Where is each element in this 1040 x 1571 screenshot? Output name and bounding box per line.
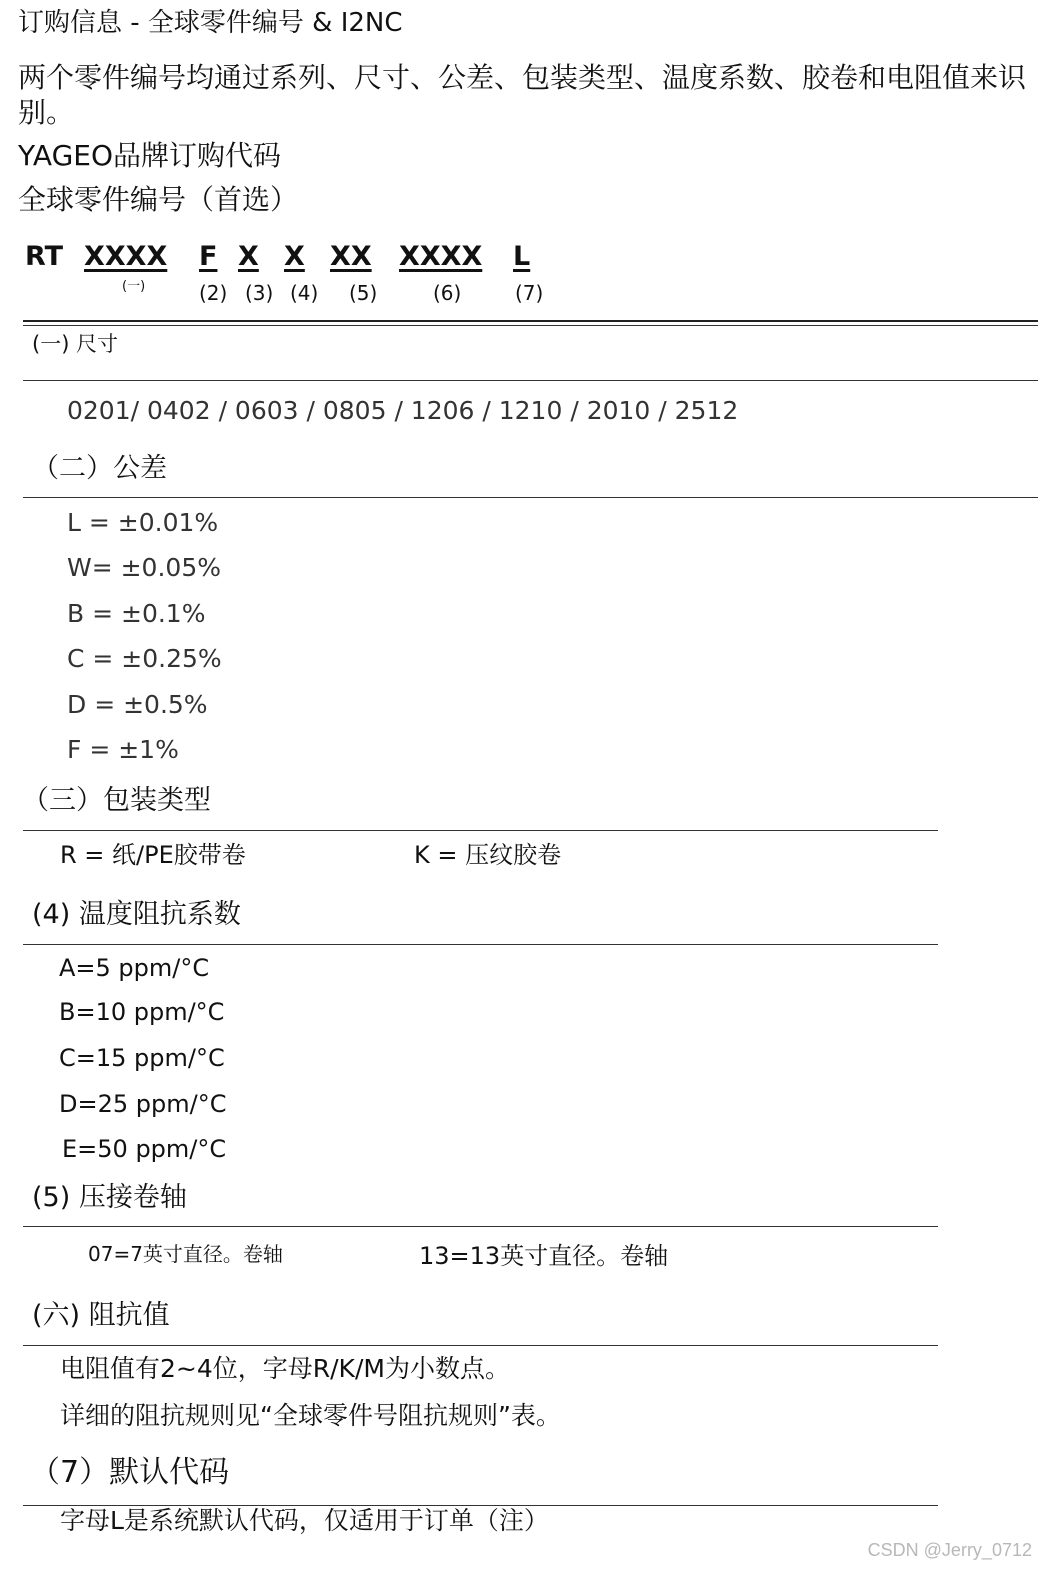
part-code-resistance: XXXX (399, 241, 483, 272)
size-values: 0201/ 0402 / 0603 / 0805 / 1206 / 1210 / 2010 / 2512 (67, 396, 739, 425)
tolerance-item: F = ±1% (67, 735, 179, 764)
divider-packaging (23, 830, 938, 831)
reel-13-inch: 13=13英寸直径。卷轴 (419, 1242, 669, 1270)
part-code-index-4: (4) (290, 281, 319, 305)
tolerance-item: L = ±0.01% (67, 508, 219, 537)
brand-order-code-heading: YAGEO品牌订购代码 (18, 139, 282, 172)
divider-size (23, 380, 1038, 381)
section-heading-packaging: （三）包装类型 (22, 785, 211, 816)
global-part-number-heading: 全球零件编号（首选） (18, 183, 299, 216)
section-heading-default: （7）默认代码 (30, 1455, 230, 1490)
packaging-paper-reel: R = 纸/PE胶带卷 (60, 841, 246, 869)
divider-double-top (23, 320, 1038, 322)
packaging-embossed-reel: K = 压纹胶卷 (414, 841, 562, 869)
tolerance-item: C = ±0.25% (67, 644, 222, 673)
part-code-index-3: (3) (245, 281, 274, 305)
section-heading-size: (一) 尺寸 (32, 332, 119, 356)
resistance-rule-2: 详细的阻抗规则见“全球零件号阻抗规则”表。 (60, 1401, 561, 1430)
section-heading-reel: (5) 压接卷轴 (32, 1182, 187, 1213)
tolerance-item: D = ±0.5% (67, 690, 208, 719)
tcr-item: E=50 ppm/°C (62, 1135, 227, 1163)
tcr-item: C=15 ppm/°C (59, 1044, 225, 1072)
tcr-item: D=25 ppm/°C (59, 1090, 227, 1118)
resistance-rule-1: 电阻值有2~4位，字母R/K/M为小数点。 (60, 1354, 510, 1383)
part-code-prefix: RT (25, 241, 63, 272)
section-heading-tolerance: （二）公差 (32, 453, 167, 484)
part-code-index-7: (7) (515, 281, 544, 305)
divider-tolerance (23, 497, 1038, 498)
tcr-item: B=10 ppm/°C (59, 998, 225, 1026)
part-code-packaging: X (238, 241, 259, 272)
section-heading-resistance: (六) 阻抗值 (32, 1300, 170, 1331)
part-code-tcr: X (284, 241, 305, 272)
part-code-size: XXXX (84, 241, 168, 272)
divider-reel (23, 1226, 938, 1227)
part-code-index-1: (一) (122, 279, 146, 294)
part-code-index-6: (6) (433, 281, 462, 305)
part-code-reel: XX (330, 241, 372, 272)
part-code-default: L (513, 241, 531, 272)
tolerance-item: B = ±0.1% (67, 599, 206, 628)
intro-paragraph: 两个零件编号均通过系列、尺寸、公差、包装类型、温度系数、胶卷和电阻值来识别。 (18, 61, 1027, 129)
default-code-note: 字母L是系统默认代码，仅适用于订单（注） (60, 1506, 549, 1535)
divider-resistance (23, 1345, 938, 1346)
reel-7-inch: 07=7英寸直径。卷轴 (88, 1242, 283, 1266)
part-code-index-5: (5) (349, 281, 378, 305)
tolerance-item: W= ±0.05% (67, 553, 221, 582)
tcr-item: A=5 ppm/°C (59, 954, 210, 982)
part-code-index-2: (2) (199, 281, 228, 305)
section-heading-tcr: (4) 温度阻抗系数 (32, 899, 241, 930)
page-title: 订购信息 - 全球零件编号 & I2NC (18, 8, 403, 38)
part-code-tolerance: F (199, 241, 218, 272)
divider-tcr (23, 944, 938, 945)
divider-double-bottom (23, 325, 1038, 326)
watermark: CSDN @Jerry_0712 (867, 1540, 1032, 1560)
